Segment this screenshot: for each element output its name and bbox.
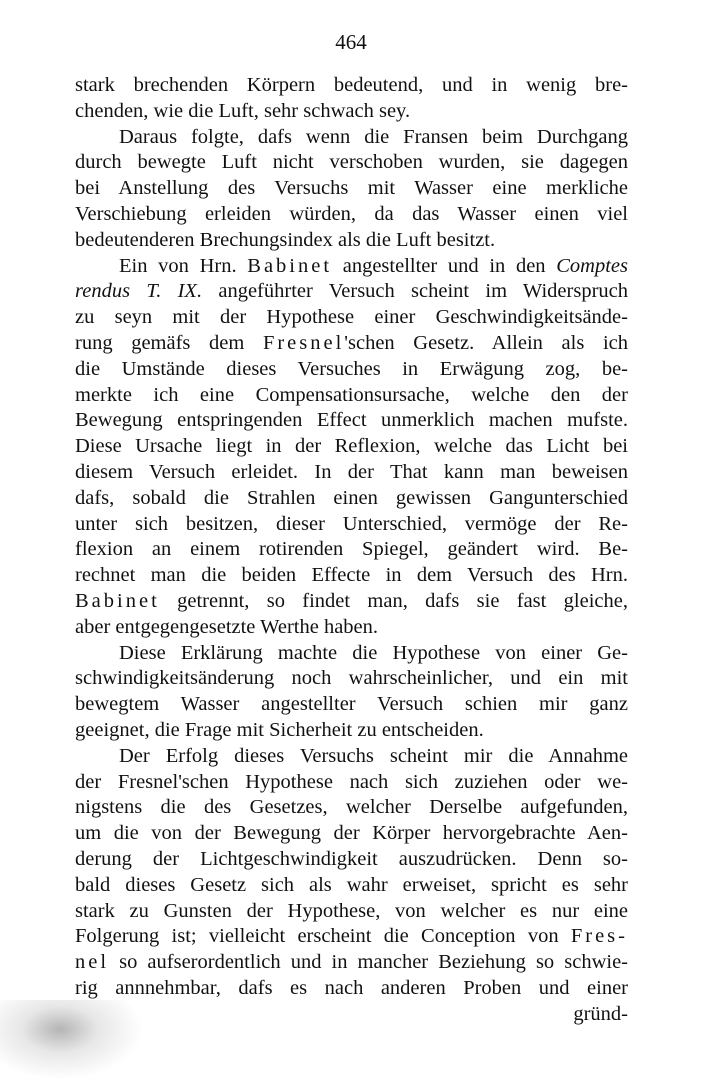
text-line — [75, 357, 628, 383]
text-line — [75, 331, 628, 357]
text-segment: flexion an einem rotirenden Spiegel, geändert wird. Be- — [75, 538, 628, 561]
text-line — [75, 434, 628, 460]
text-segment: bewegtem Wasser angestellter Versuch schien mir ganz — [75, 693, 628, 716]
text-segment: rung gemäfs dem — [75, 331, 263, 354]
text-segment: stark zu Gunsten der Hypothese, von welcher es nur eine — [75, 899, 628, 922]
text-line — [75, 99, 628, 125]
text-line — [75, 924, 628, 950]
body-text — [75, 73, 628, 1027]
text-segment: angeführter Versuch scheint im Widerspruch — [202, 280, 628, 303]
text-segment: die Umstände dieses Versuches in Erwägung zog, be- — [75, 357, 628, 380]
text-segment: geeignet, die Frage mit Sicherheit zu entscheiden. — [75, 718, 484, 741]
text-line — [75, 408, 628, 434]
text-segment: getrennt, so findet man, dafs sie fast gleiche, — [159, 589, 628, 612]
text-segment: rechnet man die beiden Effecte in dem Versuch des Hrn. — [75, 564, 628, 587]
text-line — [75, 563, 628, 589]
text-segment: durch bewegte Luft nicht verschoben wurden, sie dagegen — [75, 151, 628, 174]
text-segment: merkte ich eine Compensationsursache, welche den der — [75, 383, 628, 406]
spaced-name: Babinet — [75, 589, 160, 612]
text-line — [75, 873, 628, 899]
spaced-name: Babinet — [247, 254, 333, 277]
text-segment: gründ- — [573, 1002, 628, 1025]
text-segment: aber entgegengesetzte Werthe haben. — [75, 615, 379, 638]
text-segment: Der Erfolg dieses Versuchs scheint mir die Annahme — [119, 744, 628, 767]
text-line — [75, 176, 628, 202]
text-segment: um die von der Bewegung der Körper hervorgebrachte Aen- — [75, 822, 628, 845]
text-line — [75, 666, 628, 692]
text-line — [75, 821, 628, 847]
text-line — [75, 460, 628, 486]
text-line — [75, 537, 628, 563]
text-line — [75, 228, 628, 254]
text-segment: angestellter und in den — [332, 254, 557, 277]
text-line — [75, 847, 628, 873]
text-segment: der Fresnel'schen Hypothese nach sich zuziehen oder we- — [75, 770, 628, 793]
text-line — [75, 125, 628, 151]
spaced-name: nel — [75, 951, 110, 974]
text-segment: schwindigkeitsänderung noch wahrscheinlicher, und ein mit — [75, 667, 628, 690]
spaced-name: Fres- — [570, 925, 628, 948]
text-line — [75, 279, 628, 305]
text-segment: so aufserordentlich und in mancher Beziehung so schwie- — [109, 951, 628, 974]
text-segment: zu seyn mit der Hypothese einer Geschwindigkeitsände- — [75, 306, 628, 329]
text-line — [75, 73, 628, 99]
text-segment: Diese Ursache liegt in der Reflexion, welche das Licht bei — [75, 435, 628, 458]
text-segment: derung der Lichtgeschwindigkeit auszudrücken. Denn so- — [75, 847, 628, 870]
text-line — [75, 692, 628, 718]
page-number: 464 — [335, 30, 367, 54]
text-line — [75, 486, 628, 512]
spaced-name: Fresnel — [262, 331, 345, 354]
text-line — [75, 305, 628, 331]
text-segment: dafs, sobald die Strahlen einen gewissen Gangunterschied — [75, 486, 628, 509]
text-segment: Folgerung ist; vielleicht erscheint die Conception von — [75, 925, 571, 948]
text-line — [75, 718, 628, 744]
text-line — [75, 1002, 628, 1028]
text-line — [75, 770, 628, 796]
text-line — [75, 641, 628, 667]
text-line — [75, 512, 628, 538]
text-segment: 'schen Gesetz. Allein als ich — [344, 331, 628, 354]
text-line — [75, 976, 628, 1002]
text-segment: rig annnehmbar, dafs es nach anderen Proben und einer — [75, 976, 628, 999]
text-segment: nigstens die des Gesetzes, welcher Derselbe aufgefunden, — [75, 796, 628, 819]
text-line — [75, 615, 628, 641]
text-segment: unter sich besitzen, dieser Unterschied, vermöge der Re- — [75, 512, 628, 535]
text-line — [75, 744, 628, 770]
text-segment: Ein von Hrn. — [119, 254, 248, 277]
text-segment: Verschiebung erleiden würden, da das Wasser einen viel — [75, 202, 628, 225]
text-line — [75, 899, 628, 925]
text-segment: Diese Erklärung machte die Hypothese von einer Ge- — [119, 641, 628, 664]
scan-smudge — [0, 1000, 150, 1084]
italic-text: Comptes — [556, 254, 628, 277]
text-segment: stark brechenden Körpern bedeutend, und in wenig bre- — [75, 74, 628, 96]
text-line — [75, 950, 628, 976]
text-segment: Bewegung entspringenden Effect unmerklich machen mufste. — [75, 409, 628, 432]
text-line — [75, 589, 628, 615]
text-line — [75, 150, 628, 176]
text-segment: bei Anstellung des Versuchs mit Wasser eine merkliche — [75, 177, 628, 200]
text-segment: bedeutenderen Brechungsindex als die Luft besitzt. — [75, 228, 496, 251]
text-segment: chenden, wie die Luft, sehr schwach sey. — [75, 99, 411, 122]
text-segment: diesem Versuch erleidet. In der That kann man beweisen — [75, 460, 628, 483]
text-segment: Daraus folgte, dafs wenn die Fransen beim Durchgang — [119, 125, 628, 148]
text-line — [75, 254, 628, 280]
text-line — [75, 202, 628, 228]
text-segment: bald dieses Gesetz sich als wahr erweiset, spricht es sehr — [75, 873, 628, 896]
text-line — [75, 795, 628, 821]
italic-text: rendus T. IX. — [75, 280, 203, 303]
text-line — [75, 383, 628, 409]
